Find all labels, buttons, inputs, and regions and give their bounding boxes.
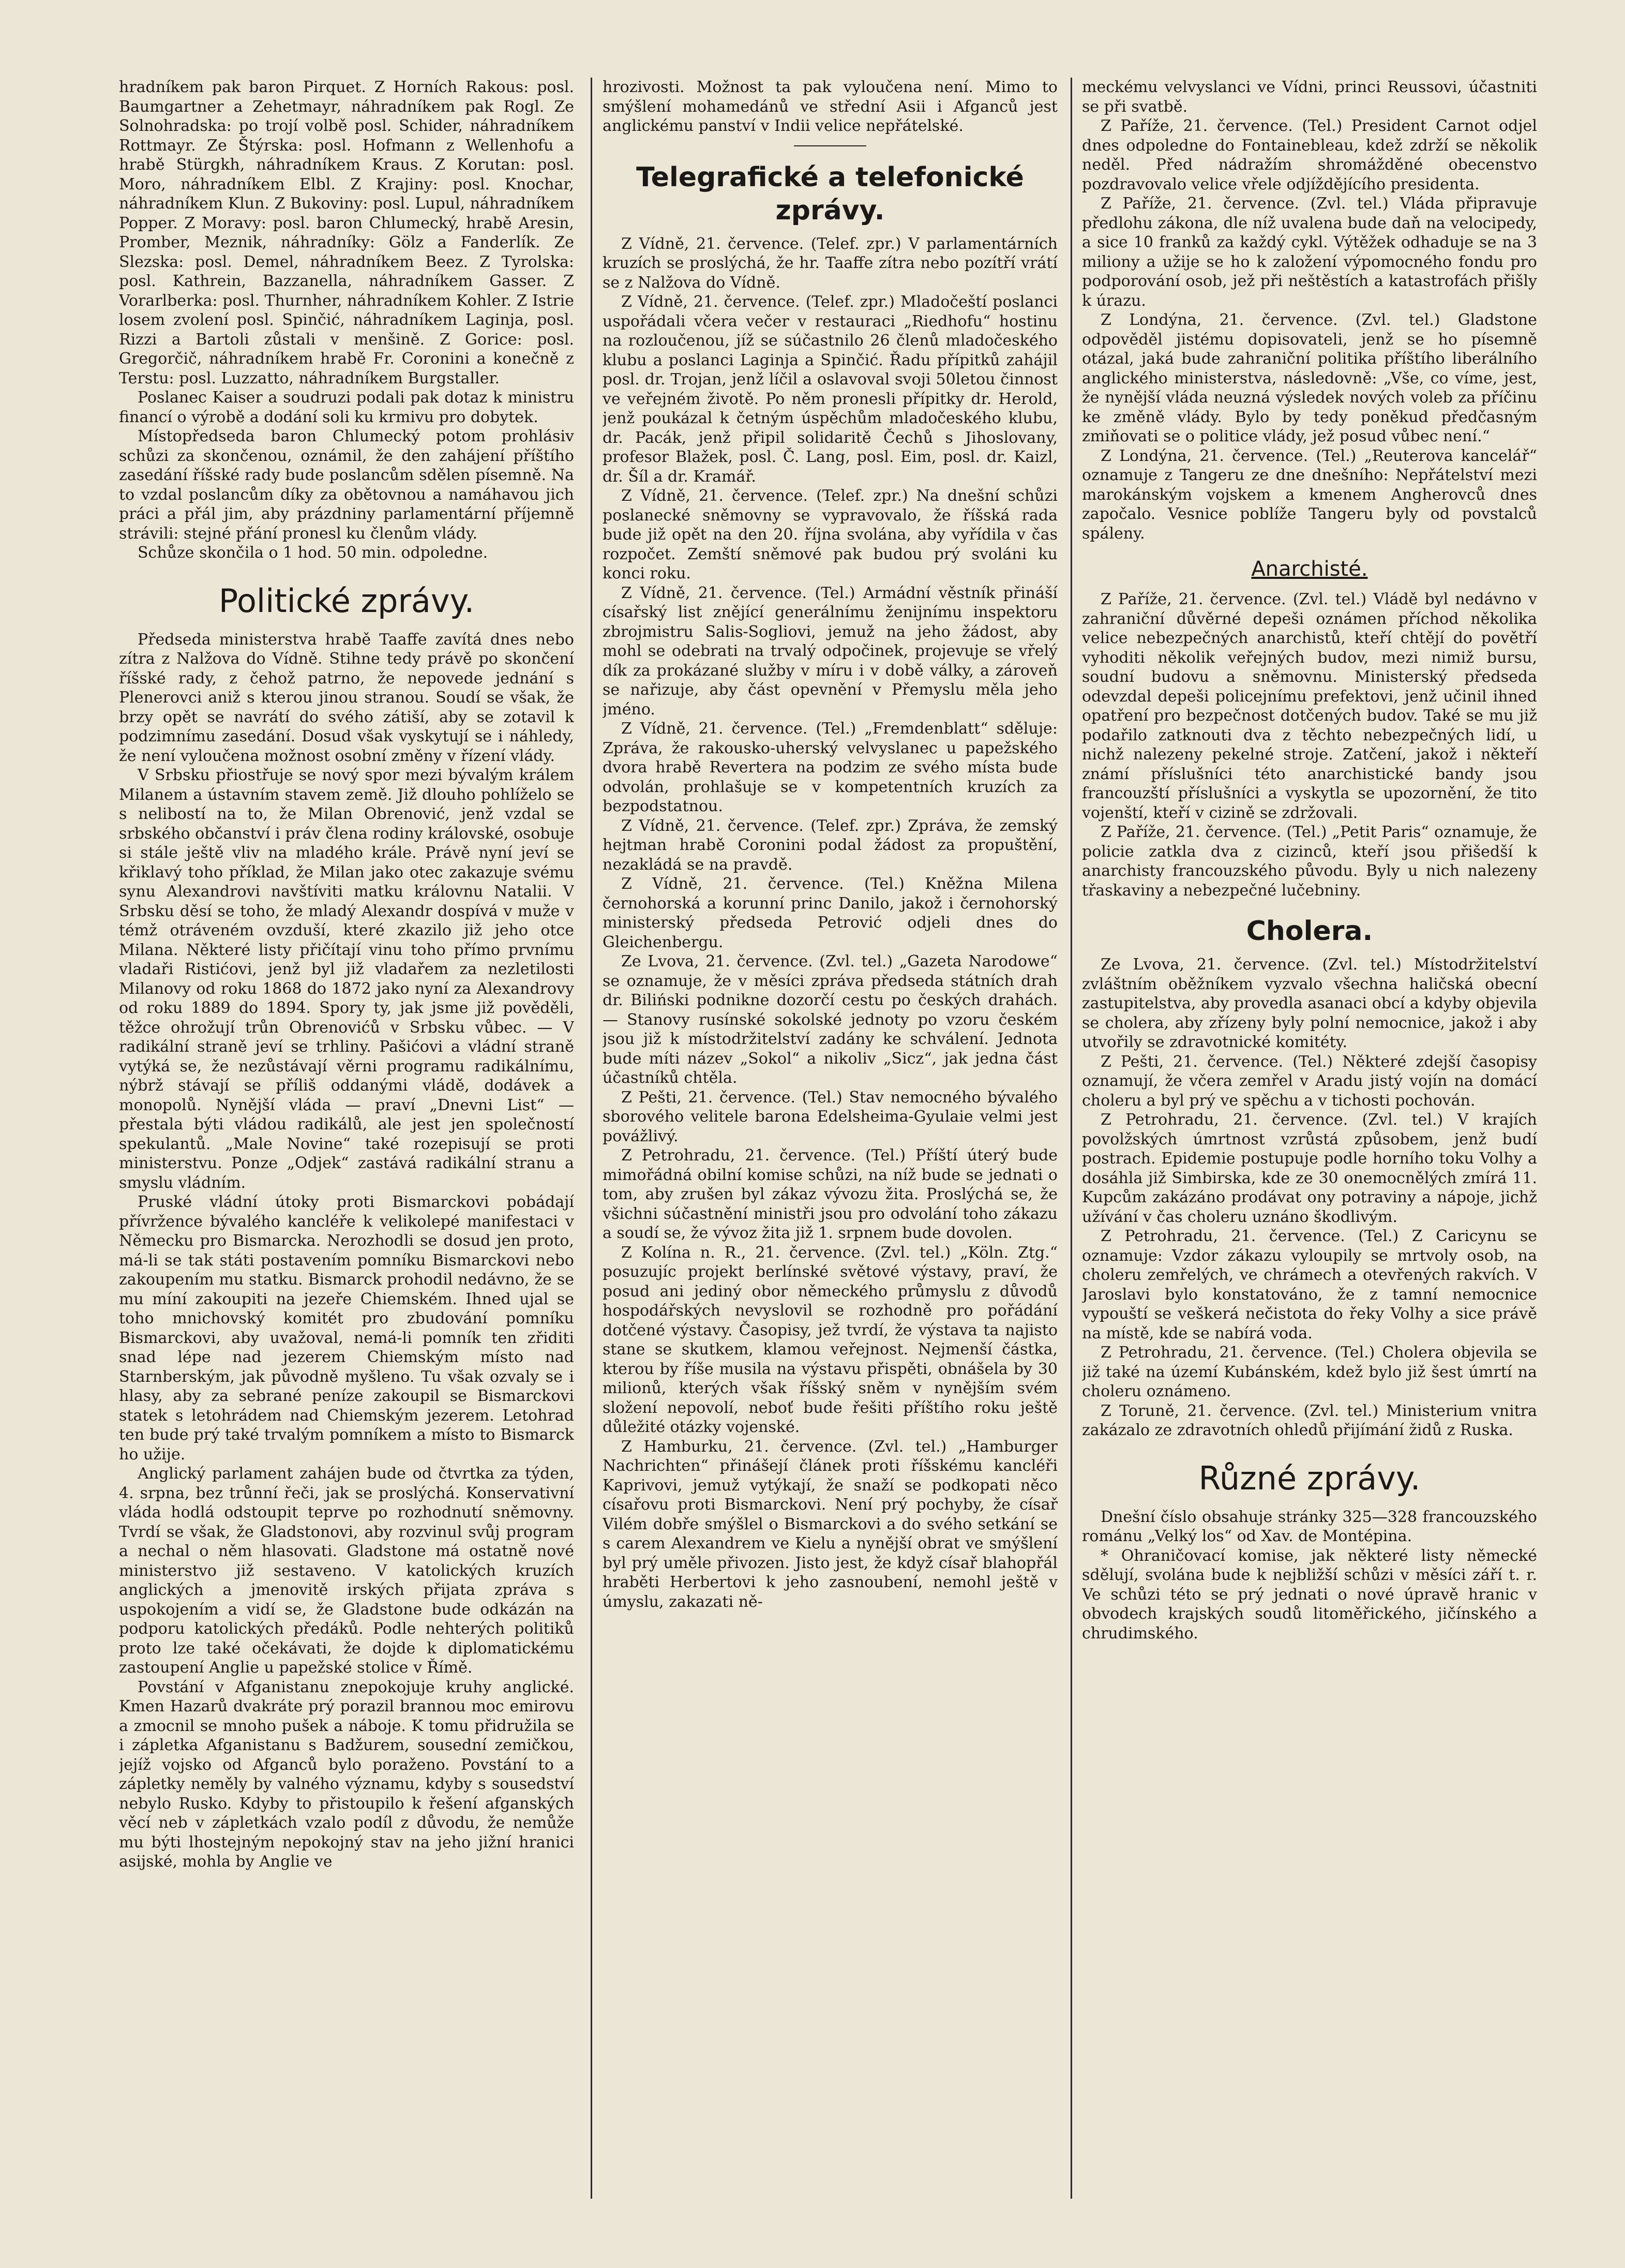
paragraph: meckému velvyslanci ve Vídni, princi Reussovi, účastniti se při svatbě. xyxy=(1082,78,1537,116)
news-item: * Ohraničovací komise, jak některé listy německé sdělují, svolána bude k nejbližší schůzi v měsíci září t. r. Ve schůzi této se prý jednati o nové úpravě hranic v obvodech krajských soudů litoměřického, jičínského a chrudimského. xyxy=(1082,1546,1537,1643)
news-item: Z Petrohradu, 21. července. (Zvl. tel.) V krajích povolžských úmrtnost vzrůstá způsobem, jenž budí postrach. Epidemie postupuje podle horního toku Volhy a dosáhla již Simbirska, kde ze 30 onemocnělých zmírá 11. Kupcům zakázáno prodávat ony potraviny a nápoje, jichž užívání v čas choleru uznáno škodlivým. xyxy=(1082,1111,1537,1226)
news-item: Z Toruně, 21. července. (Zvl. tel.) Ministerium vnitra zakázalo ze zdravotních ohledů přijímání židů z Ruska. xyxy=(1082,1401,1537,1439)
paragraph: Povstání v Afganistanu znepokojuje kruhy anglické. Kmen Hazarů dvakráte prý porazil brannou moc emirovu a zmocnil se mnoho pušek a náboje. K tomu přidružila se i zápletka Afganistanu s Badžurem, sousední zemičkou, jejíž vojsko od Afganců bylo poraženo. Povstání to a zápletky neměly by valného významu, kdyby s sousedství nebylo Rusko. Kdyby to přistoupilo k řešení afganských věcí neb v zápletkách vzalo podíl z důvodu, že nemůže mu býti lhostejným nepokojný stav na jeho jižní hranici asijské, mohla by Anglie ve xyxy=(119,1678,574,1871)
news-item: Z Londýna, 21. července. (Zvl. tel.) Gladstone odpověděl jistému dopisovateli, jenž se ho písemně otázal, jaká bude zahraniční politika příštího liberálního anglického ministerstva, následovně: „Vše, co víme, jest, že nynější vláda neuzná výsledek nových voleb za příčinu ke změně vlády. Bylo by tedy poněkud předčasným zmiňovati se o politice vlády, jež posud vůbec není.“ xyxy=(1082,311,1537,445)
paragraph: Pruské vládní útoky proti Bismarckovi pobádají přívržence bývalého kancléře k velikolepé manifestaci v Německu pro Bismarcka. Nerozhodli se dosud jen proto, má-li se tak státi postavením pomníku Bismarckovi nebo zakoupením mu statku. Bismarck prohodil nedávno, že se mu míní zakoupiti na jezeře Chiemském. Ihned ujal se toho mnichovský komitét pro zbudování pomníku Bismarckovi, aby uvažoval, nemá-li pomník ten zřiditi snad lépe nad jezerem Chiemským místo nad Starnberským, jak původně myšleno. Tu však ozvaly se i hlasy, aby za sebrané peníze zakoupil se Bismarckovi statek s letohrádem nad Chiemským jezerem. Letohrad ten bude prý také trvalým pomníkem a místo to Bismarck ho užije. xyxy=(119,1193,574,1464)
section-heading-anarchiste: Anarchisté. xyxy=(1251,557,1368,581)
paragraph: Předseda ministerstva hrabě Taaffe zavítá dnes nebo zítra z Nalžova do Vídně. Stihne tedy právě po skončení říšské rady, z čehož patrno, že nepovede jednání s Plenerovci aniž s kterou jinou stranou. Soudí se však, že brzy opět se navrátí do svého zátiší, aby se zotavil k podzimnímu zasedání. Dosud však vyskytují se i náhledy, že není vyloučena možnost osobní změny v řízení vlády. xyxy=(119,630,574,765)
news-item: Z Paříže, 21. července. (Zvl. tel.) Vládě byl nedávno v zahraniční důvěrné depeši oznámen příchod několika velice nebezpečných anarchistů, kteří chtějí do povětří vyhoditi několik veřejných budov, mezi nimiž bursu, soudní budovu a sněmovnu. Ministerský předseda odevzdal depeši policejnímu prefektovi, jenž učinil ihned opatření pro bezpečnost dotčených budov. Také se mu již podařilo zatknouti dva z těchto nebezpečných lidí, u nichž nalezeny pekelné stroje. Zatčení, jakož i někteří známí příslušníci této anarchistické bandy jsou francouzští příslušníci a vyskytla se upozornění, že tito vojenští, kteří v cizině se zdržovali. xyxy=(1082,590,1537,822)
news-item: Z Paříže, 21. července. (Tel.) „Petit Paris“ oznamuje, že policie zatkla dva z cizinců, kteří jsou přišedší k anarchisty francouzského původu. Byly u nich nalezeny třaskaviny a nebezpečné lučebniny. xyxy=(1082,823,1537,900)
paragraph: hrozivosti. Možnost ta pak vyloučena není. Mimo to smýšlení mohamedánů ve střední Asii i Afganců jest anglickému panství v Indii velice nepřátelské. xyxy=(603,78,1058,135)
column-rule-2 xyxy=(1071,78,1072,2199)
news-item: Z Vídně, 21. července. (Tel.) „Fremdenblatt“ sděluje: Zpráva, že rakousko-uherský velvyslanec u papežského dvora hrabě Revertera na podzim ze svého místa bude odvolán, prohlašuje se v kompetentních kruzích za bezpodstatnou. xyxy=(603,720,1058,815)
news-item: Z Petrohradu, 21. července. (Tel.) Cholera objevila se již také na území Kubánském, kdež bylo již šest úmrtí na choleru oznámeno. xyxy=(1082,1344,1537,1400)
paragraph: Schůze skončila o 1 hod. 50 min. odpoledne. xyxy=(138,544,488,562)
news-item: Z Vídně, 21. července. (Tel.) Kněžna Milena černohorská a korunní princ Danilo, jakož i černohorský ministerský předseda Petrović odjeli dnes do Gleichenbergu. xyxy=(603,875,1058,951)
news-item: Z Vídně, 21. července. (Tel.) Armádní věstník přináší císařský list znějící generálnímu ženijnímu inspektoru zbrojmistru Salis-Sogliovi, jemuž na jeho žádost, aby mohl se odebrati na trvalý odpočinek, projevuje se vřelý dík za prokázané služby v míru i v době války, a zároveň se nařizuje, aby část opevnění v Přemyslu měla jeho jméno. xyxy=(603,584,1058,719)
news-item: Z Vídně, 21. července. (Telef. zpr.) Zpráva, že zemský hejtman hrabě Coronini podal žádost za propuštění, nezakládá se na pravdě. xyxy=(603,816,1058,874)
news-item: Ze Lvova, 21. července. (Zvl. tel.) Místodržitelství zvláštním oběžníkem vyzvalo všechna haličská obecní zastupitelstva, aby provedla asanaci obcí a kdyby objevila se cholera, aby zřízeny byly polní nemocnice, jakož i aby utvořily se zdravotnické komitéty. xyxy=(1082,956,1537,1051)
news-item: Z Kolína n. R., 21. července. (Zvl. tel.) „Köln. Ztg.“ posuzujíc projekt berlínské světové výstavy, praví, že posud ani jediný obor německého průmyslu z důvodů hospodářských nevyslovil se rozhodně pro pořádání dotčené výstavy. Časopisy, jež tvrdí, že výstava ta najisto stane se skutkem, klamou veřejnost. Nejmenší částka, kterou by říše musila na výstavu přispěti, obnášela by 30 milionů, kterých však říšský sněm v nynějším svém složení nepovolí, neboť bude řešiti příštího roku ještě důležité otázky vojenské. xyxy=(603,1243,1058,1436)
paragraph: Místopředseda baron Chlumecký potom prohlásiv schůzi za skončenou, oznámil, že den zahájení příštího zasedání říšské rady bude poslancům sdělen písemně. Na to vzdal poslancům díky za obětovnou a namáhavou jich práci a přál jim, aby prázdniny parlamentární příjemně strávili: stejné přání pronesl ku členům vlády. xyxy=(119,427,574,543)
section-heading-ruzne-zpravy: Různé zprávy. xyxy=(1198,1459,1421,1497)
paragraph: Poslanec Kaiser a soudruzi podali pak dotaz k ministru financí o výrobě a dodání soli ku krmivu pro dobytek. xyxy=(119,389,574,426)
news-item: Z Pešti, 21. července. (Tel.) Některé zdejší časopisy oznamují, že včera zemřel v Aradu jistý vojín na domácí choleru a byl prý ve spěchu a v tichosti pochován. xyxy=(1082,1052,1537,1110)
news-item: Z Hamburku, 21. července. (Zvl. tel.) „Hamburger Nachrichten“ přinášejí článek proti říšskému kancléři Kaprivovi, jemuž vytýkají, že snaží se podkopati něco císařovu proti Bismarckovi. Není prý pochyby, že císař Vilém dobře smýšlel o Bismarckovi a do svého setkání se s carem Alexandrem ve Kielu a nynější obrat ve smýšlení byl prý uměle přivozen. Jisto jest, že když císař blahopřál hraběti Herbertovi k jeho zasnoubení, nemohl ještě v úmyslu, zakazati ně- xyxy=(603,1437,1058,1611)
news-item: Z Vídně, 21. července. (Telef. zpr.) V parlamentárních kruzích se proslýchá, že hr. Taaffe zítra nebo pozítří vrátí se z Nalžova do Vídně. xyxy=(603,234,1058,292)
news-item: Z Pešti, 21. července. (Tel.) Stav nemocného bývalého sborového velitele barona Edelsheima-Gyulaie velmi jest povážlivý. xyxy=(603,1088,1058,1145)
news-item: Z Petrohradu, 21. července. (Tel.) Příští úterý bude mimořádná obilní komise schůzi, na níž bude se jednati o tom, aby zrušen byl zákaz vývozu žita. Proslýchá se, že všichni súčastnění ministři jsou pro odvolání toho zákazu a soudí se, že vývoz žita již 1. srpnem bude dovolen. xyxy=(603,1146,1058,1242)
column-1 xyxy=(119,78,574,2209)
news-item: Dnešní číslo obsahuje stránky 325—328 francouzského románu „Velký los“ od Xav. de Montépina. xyxy=(1082,1508,1537,1545)
section-heading-politicke-zpravy: Politické zprávy. xyxy=(218,581,475,620)
news-item: Z Paříže, 21. července. (Zvl. tel.) Vláda připravuje předlohu zákona, dle níž uvalena bude daň na velocipedy, a sice 10 franků za každý cykl. Výtěžek odhaduje se na 3 miliony a užije se ho k založení výpomocného fondu pro podporování osob, jež při neštěstích a katastrofách přišly k úrazu. xyxy=(1082,195,1537,310)
column-rule-1 xyxy=(591,78,592,2199)
newspaper-page xyxy=(119,78,1536,2219)
column-2 xyxy=(603,78,1058,2209)
news-item: Z Vídně, 21. července. (Telef. zpr.) Na dnešní schůzi poslanecké sněmovny se vypravovalo, že říšská rada bude již opět na den 20. října svolána, aby vyřídila v čas rozpočet. Zemští sněmové pak budou prý svoláni ku konci roku. xyxy=(603,487,1058,583)
column-3 xyxy=(1082,78,1537,2209)
news-item: Z Londýna, 21. července. (Tel.) „Reuterova kancelář“ oznamuje z Tangeru ze dne dnešního: Nepřátelství mezi marokánským vojskem a kmenem Angherovců dnes započalo. Vesnice poblíže Tangeru byly od povstalců spáleny. xyxy=(1082,446,1537,543)
news-item: Z Paříže, 21. července. (Tel.) President Carnot odjel dnes odpoledne do Fontainebleau, kdež zdrží se několik neděl. Před nádražím shromážděné obecenstvo pozdravovalo velice vřele odjíždějícího presidenta. xyxy=(1082,117,1537,193)
section-divider xyxy=(794,145,866,146)
section-heading-cholera: Cholera. xyxy=(1246,916,1373,947)
section-heading-telegraficke-zpravy: Telegrafické a telefonické zprávy. xyxy=(636,161,1024,226)
paragraph: Anglický parlament zahájen bude od čtvrtka za týden, 4. srpna, bez trůnní řeči, jak se proslýchá. Konservativní vláda hodlá odstoupit teprve po rozhodnutí sněmovny. Tvrdí se však, že Gladstonovi, aby rozvinul svůj program a nechal o něm hlasovati. Gladstone má ostatně nové ministerstvo již sestaveno. V katolických kruzích anglických a jmenovitě irských přijata zpráva s uspokojením a vidí se, že Gladstone bude odkázán na podporu katolických předáků. Podle nehterých politiků proto lze také očekávati, že dojde k diplomatickému zastoupení Anglie u papežské stolice v Římě. xyxy=(119,1465,574,1677)
paragraph: hradníkem pak baron Pirquet. Z Horních Rakous: posl. Baumgartner a Zehetmayr, náhradníkem pak Rogl. Ze Solnohradska: po trojí volbě posl. Schider, náhradníkem Rottmayr. Ze Štýrska: posl. Hofmann z Wellenhofu a hrabě Stürgkh, náhradníkem Kraus. Z Korutan: posl. Moro, náhradníkem Elbl. Z Krajiny: posl. Knochar, náhradníkem Klun. Z Bukoviny: posl. Lupul, náhradníkem Popper. Z Moravy: posl. baron Chlumecký, hrabě Aresin, Promber, Meznik, náhradníky: Gölz a Fanderlík. Ze Slezska: posl. Demel, náhradníkem Beez. Z Tyrolska: posl. Kathrein, Bazzanella, náhradníkem Gasser. Z Vorarlberka: posl. Thurnher, náhradníkem Kohler. Z Istrie losem zvolení posl. Spinčić, náhradníkem Laginja, posl. Rizzi a Bartoli zůstali v menšině. Z Gorice: posl. Gregorčič, náhradníkem hrabě Fr. Coronini a konečně z Terstu: posl. Luzzatto, náhradníkem Burgstaller. xyxy=(119,78,574,387)
news-item: Z Petrohradu, 21. července. (Tel.) Z Caricynu se oznamuje: Vzdor zákazu vyloupily se mrtvoly osob, na choleru zemřelých, ve chrámech a otevřených rakvích. V Jaroslavi bylo konstatováno, že z tamní nemocnice vypouští se veškerá nečistota do řeky Volhy a sice právě na místě, kde se nabírá voda. xyxy=(1082,1227,1537,1342)
news-item: Z Vídně, 21. července. (Telef. zpr.) Mladočeští poslanci uspořádali včera večer v restauraci „Riedhofu“ hostinu na rozloučenou, jíž se súčastnilo 26 členů mladočeského klubu a poslanci Laginja a Spinčić. Řadu přípitků zahájil posl. dr. Trojan, jenž líčil a oslavoval svoji 50letou činnost ve veřejném životě. Po něm pronesli přípitky dr. Herold, jenž poukázal k četným úspěchům mladočeského klubu, dr. Pacák, jenž připil solidaritě Čechů s Jihoslovany, profesor Blažek, posl. Č. Lang, posl. Eim, posl. dr. Kaizl, dr. Šíl a dr. Kramář. xyxy=(603,293,1058,486)
news-item: Ze Lvova, 21. července. (Zvl. tel.) „Gazeta Narodowe“ se oznamuje, že v měsíci zpráva předseda státních drah dr. Biliński podnikne dozorčí cestu po českých drahách. — Stanovy rusínské sokolské jednoty po vzoru českém jsou již k místodržitelství zadány ke schválení. Jednota bude míti název „Sokol“ a nikoliv „Sicz“, jak jedna část účastníků chtěla. xyxy=(603,952,1058,1087)
paragraph: V Srbsku přiostřuje se nový spor mezi bývalým králem Milanem a ústavním stavem země. Již dlouho pohlíželo se s nelibostí na to, že Milan Obrenović, jenž vzdal se srbského občanství i práv člena rodiny královské, osobuje si stále ještě vliv na mladého krále. Právě nyní jeví se křiklavý toho příklad, že Milan jako otec zakazuje svému synu Alexandrovi navštíviti matku královnu Natalii. V Srbsku děsí se toho, že mladý Alexandr dospívá v muže v témž otráveném ovzduší, které zkazilo již jeho otce Milana. Některé listy přičítají vinu toho přímo prvnímu vladaři Ristićovi, jenž byl již vladařem za nezletilosti Milanovy od roku 1868 do 1872 jako nyní za Alexandrovy od roku 1889 do 1894. Spory ty, jak jsme již pověděli, těžce ohrožují trůn Obrenovićů v Srbsku vůbec. — V radikální straně jeví se trhliny. Pašićovi a vládní straně vytýká se, že nezůstávají věrni programu radikálnímu, nýbrž stávají se příliš oddanými vládě, dodávek a monopolů. Nynější vláda — praví „Dnevni List“ — přestala býti vládou radikálů, ale jest jen společností spekulantů. „Male Novine“ také rozepisují se proti ministerstvu. Ponze „Odjek“ zastává radikální stranu a smyslu vládním. xyxy=(119,766,574,1192)
